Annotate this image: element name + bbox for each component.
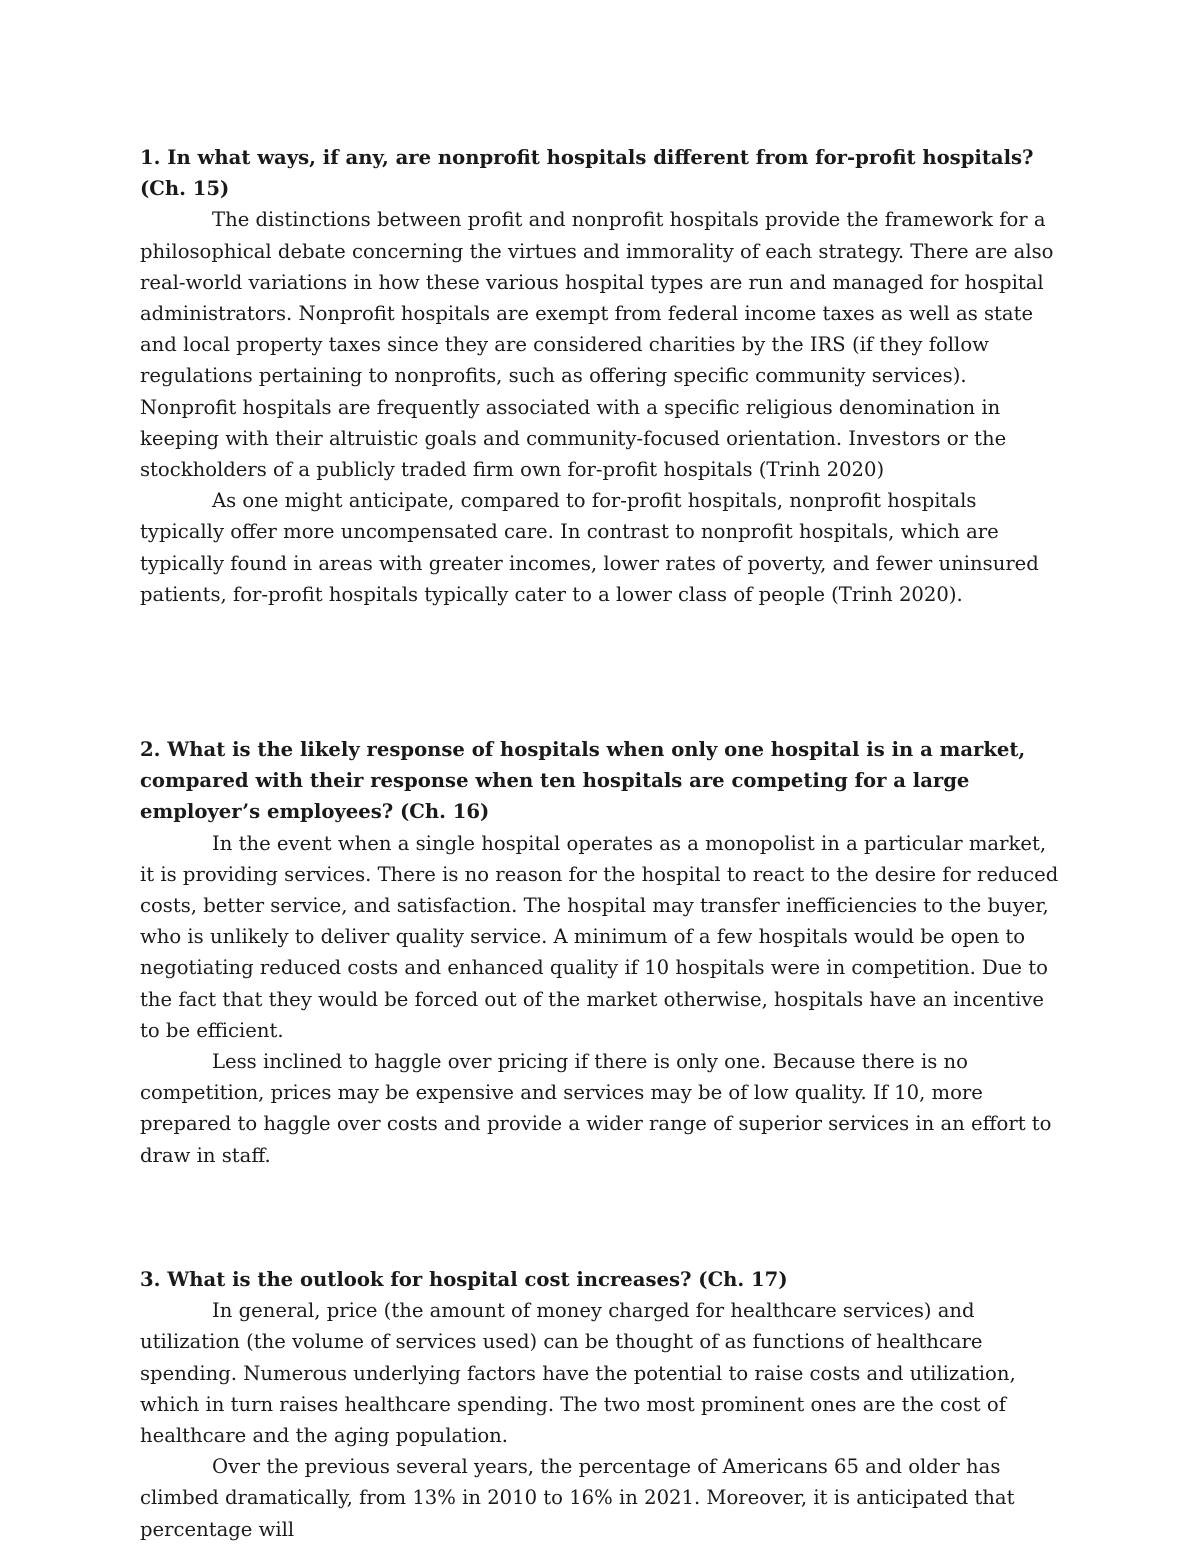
answer-paragraph: Over the previous several years, the percentage of Americans 65 and older has climbed dramatically, from 13% in 2010 to 16% in 2021. Moreover, it is anticipated that percentage will: [140, 1455, 1015, 1541]
answer-paragraph: Less inclined to haggle over pricing if there is only one. Because there is no competition, prices may be expensive and services may be of low quality. If 10, more prepared to haggle over costs and provide a wider range of superior services in an effort to draw in staff.: [140, 1050, 1052, 1167]
answer-paragraph: The distinctions between profit and nonprofit hospitals provide the framework for a philosophical debate concerning the virtues and immorality of each strategy. There are also real-world variations in how these various hospital types are run and managed for hospital administrators. Nonprofit hospitals are exempt from federal income taxes as well as state and local property taxes since they are considered charities by the IRS (if they follow regulations pertaining to nonprofits, such as offering specific community services). Nonprofit hospitals are frequently associated with a specific religious denomination in keeping with their altruistic goals and community-focused orientation. Investors or the stockholders of a publicly traded firm own for-profit hospitals (Trinh 2020): [140, 208, 1054, 482]
question-heading: 2. What is the likely response of hospitals when only one hospital is in a market, compared with their response when ten hospitals are competing for a large employer’s employees? (Ch. 16): [140, 738, 1026, 824]
section-2: [140, 734, 1060, 1171]
answer-paragraph: In the event when a single hospital operates as a monopolist in a particular market, it is providing services. There is no reason for the hospital to react to the desire for reduced costs, better service, and satisfaction. The hospital may transfer inefficiencies to the buyer, who is unlikely to deliver quality service. A minimum of a few hospitals would be open to negotiating reduced costs and enhanced quality if 10 hospitals were in competition. Due to the fact that they would be forced out of the market otherwise, hospitals have an incentive to be efficient.: [140, 831, 1059, 1042]
document-body: [140, 142, 1060, 1545]
question-heading: 1. In what ways, if any, are nonprofit hospitals different from for-profit hospitals? (Ch. 15): [140, 146, 1034, 201]
section-1: [140, 142, 1060, 610]
section-3: [140, 1264, 1060, 1545]
answer-paragraph: As one might anticipate, compared to for-profit hospitals, nonprofit hospitals typically offer more uncompensated care. In contrast to nonprofit hospitals, which are typically found in areas with greater incomes, lower rates of poverty, and fewer uninsured patients, for-profit hospitals typically cater to a lower class of people (Trinh 2020).: [140, 489, 1039, 606]
question-heading: 3. What is the outlook for hospital cost increases? (Ch. 17): [140, 1267, 788, 1291]
answer-paragraph: In general, price (the amount of money charged for healthcare services) and utilization (the volume of services used) can be thought of as functions of healthcare spending. Numerous underlying factors have the potential to raise costs and utilization, which in turn raises healthcare spending. The two most prominent ones are the cost of healthcare and the aging population.: [140, 1299, 1016, 1447]
